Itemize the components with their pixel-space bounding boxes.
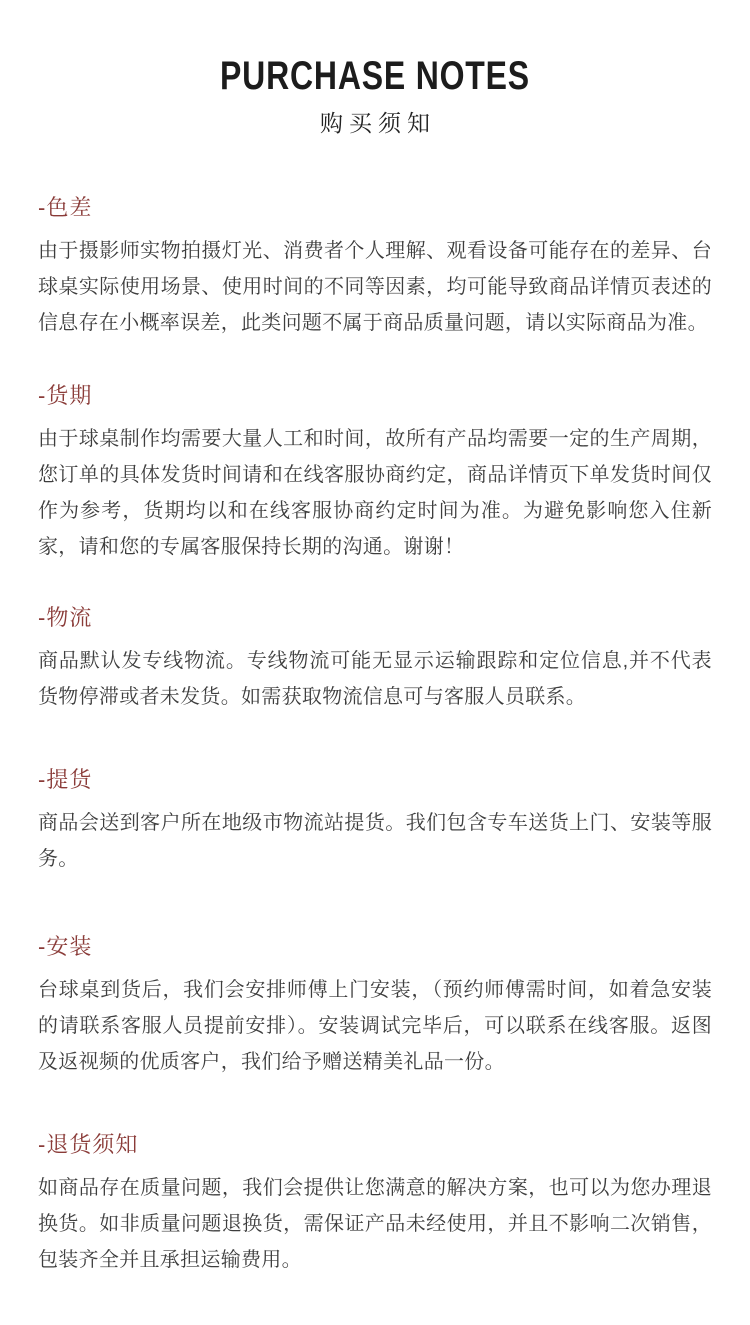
section-heading: -提货 <box>38 767 93 792</box>
section-pickup <box>38 765 712 877</box>
section-body: 商品默认发专线物流。专线物流可能无显示运输跟踪和定位信息,并不代表货物停滞或者未发货。如需获取物流信息可与客服人员联系。 <box>38 650 712 708</box>
section-heading: -物流 <box>38 605 93 630</box>
section-return-policy <box>38 1130 712 1278</box>
section-color-difference <box>38 193 712 341</box>
page-title: PURCHASE NOTES <box>220 54 530 98</box>
section-heading: -退货须知 <box>38 1132 139 1157</box>
section-heading: -色差 <box>38 195 93 220</box>
section-installation <box>38 932 712 1080</box>
section-body: 由于球桌制作均需要大量人工和时间，故所有产品均需要一定的生产周期，您订单的具体发货时间请和在线客服协商约定，商品详情页下单发货时间仅作为参考，货期均以和在线客服协商约定时间为准。为避免影响您入住新家，请和您的专属客服保持长期的沟通。谢谢！ <box>38 428 712 558</box>
section-heading: -货期 <box>38 383 93 408</box>
section-delivery-time <box>38 381 712 565</box>
section-body: 由于摄影师实物拍摄灯光、消费者个人理解、观看设备可能存在的差异、台球桌实际使用场景、使用时间的不同等因素，均可能导致商品详情页表述的信息存在小概率误差，此类问题不属于商品质量问题，请以实际商品为准。 <box>38 240 712 334</box>
section-body: 商品会送到客户所在地级市物流站提货。我们包含专车送货上门、安装等服务。 <box>38 812 712 870</box>
section-logistics <box>38 603 712 715</box>
page-subtitle: 购买须知 <box>320 110 436 136</box>
page-header <box>38 55 712 137</box>
section-heading: -安装 <box>38 934 93 959</box>
section-body: 台球桌到货后，我们会安排师傅上门安装，（预约师傅需时间，如着急安装的请联系客服人员提前安排）。安装调试完毕后，可以联系在线客服。返图及返视频的优质客户，我们给予赠送精美礼品一份。 <box>38 979 712 1073</box>
section-body: 如商品存在质量问题，我们会提供让您满意的解决方案，也可以为您办理退换货。如非质量问题退换货，需保证产品未经使用，并且不影响二次销售，包装齐全并且承担运输费用。 <box>38 1177 712 1271</box>
notes-list <box>38 193 712 1278</box>
